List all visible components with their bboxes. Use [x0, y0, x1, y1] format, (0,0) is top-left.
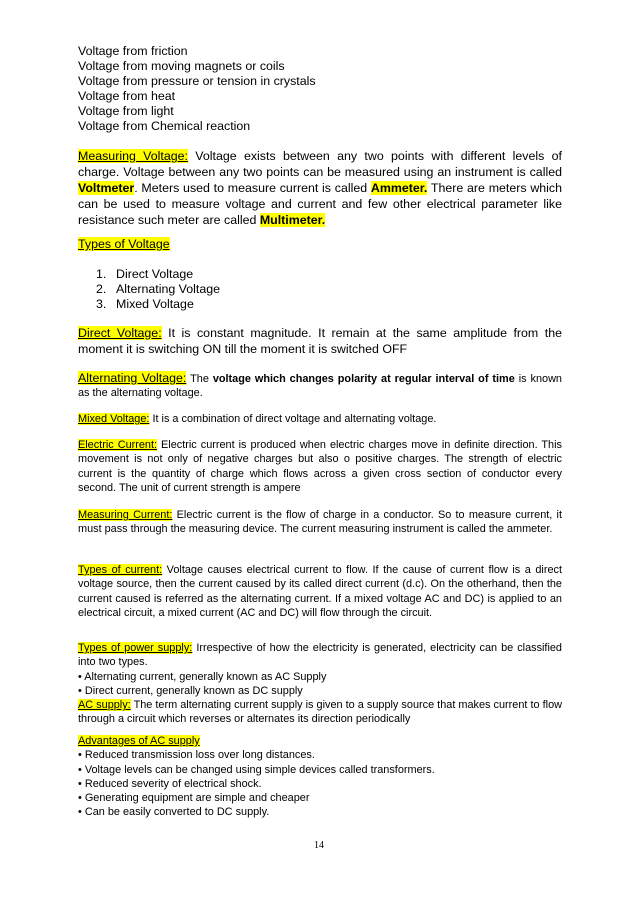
list-item: • Voltage levels can be changed using simple devices called transformers.: [78, 763, 435, 776]
ammeter-term: Ammeter.: [370, 181, 428, 195]
paragraph-text: Voltage causes electrical current to flow. If the cause of current flow is a direct voltage source, then the current caused by its called direct current (d.c). On the otherhand, then the current caused is referred as the alternating current. If a mixed voltage AC and DC) is applied to an electrical circuit, a mixed current (AC and DC) will flow through the circuit.: [78, 564, 562, 619]
list-item: [96, 282, 220, 297]
types-of-current-paragraph: [78, 563, 562, 620]
direct-voltage-paragraph: [78, 325, 562, 357]
list-label: Direct Voltage: [116, 267, 194, 281]
paragraph-text: Electric current is produced when electric charges move in definite direction. This movement is not only of negative charges but also o positive charges. The strength of electric current is the quantity of charge which flows across a given cross section of conductor every second. The unit of current strength is ampere: [78, 439, 562, 494]
electric-current-heading: Electric Current:: [78, 439, 158, 451]
voltage-sources-list: [78, 44, 562, 134]
list-label: Alternating Voltage: [116, 282, 221, 296]
heading-text: Advantages of AC supply: [78, 735, 200, 747]
list-item: Voltage from moving magnets or coils: [78, 59, 285, 73]
advantages-heading: [78, 734, 562, 748]
list-item: • Generating equipment are simple and cheaper: [78, 792, 310, 805]
alternating-voltage-paragraph: [78, 371, 562, 401]
list-item: • Reduced severity of electrical shock.: [78, 777, 262, 790]
paragraph-text: Irrespective of how the electricity is generated, electricity can be classified into two types.: [78, 642, 562, 669]
power-supply-paragraph: [78, 641, 562, 670]
list-item: Voltage from pressure or tension in crystals: [78, 74, 316, 88]
types-of-voltage-list: [96, 267, 220, 312]
advantages-section: [78, 734, 562, 820]
page-number: 14: [314, 840, 324, 851]
ac-supply-paragraph: [78, 698, 562, 727]
paragraph-text: It is a combination of direct voltage and alternating voltage.: [149, 413, 437, 425]
list-item: Voltage from friction: [78, 44, 188, 58]
list-item: Voltage from light: [78, 104, 174, 118]
mixed-voltage-heading: Mixed Voltage:: [78, 413, 150, 425]
list-item: • Reduced transmission loss over long distances.: [78, 749, 315, 762]
list-label: Mixed Voltage: [116, 297, 194, 311]
alternating-voltage-heading: Alternating Voltage:: [78, 371, 187, 385]
paragraph-bold-text: voltage which changes polarity at regular interval of time: [212, 373, 515, 385]
measuring-voltage-heading: Measuring Voltage:: [78, 149, 188, 163]
types-of-power-supply-section: [78, 641, 562, 727]
paragraph-text: The: [186, 373, 213, 385]
list-item: [96, 297, 220, 312]
direct-voltage-heading: Direct Voltage:: [78, 326, 162, 340]
paragraph-text: is known as the alternating voltage.: [78, 373, 562, 400]
list-item: • Can be easily converted to DC supply.: [78, 806, 270, 819]
list-item: • Alternating current, generally known as AC Supply: [78, 670, 327, 683]
paragraph-text: . Meters used to measure current is called: [134, 181, 371, 195]
paragraph-text: The term alternating current supply is given to a supply source that makes current to flow through a circuit which reverses or alternates its direction periodically: [78, 699, 562, 726]
list-number: 2.: [96, 282, 107, 296]
multimeter-term: Multimeter.: [259, 213, 326, 227]
voltmeter-term: Voltmeter: [78, 181, 135, 195]
heading-text: Types of Voltage: [78, 237, 170, 251]
measuring-current-paragraph: [78, 508, 562, 537]
list-number: 1.: [96, 267, 107, 281]
list-item: • Direct current, generally known as DC supply: [78, 684, 303, 697]
power-supply-heading: Types of power supply:: [78, 642, 193, 654]
list-item: Voltage from Chemical reaction: [78, 119, 251, 133]
paragraph-text: Voltage exists between any two points with different levels of charge. Voltage between any two points can be measured using an instrument is called: [78, 149, 563, 179]
types-of-current-heading: Types of current:: [78, 564, 163, 576]
ac-supply-heading: AC supply:: [78, 699, 131, 712]
paragraph-text: It is constant magnitude. It remain at the same amplitude from the moment it is switching ON till the moment it is switched OFF: [78, 326, 562, 356]
types-of-voltage-heading: [78, 237, 170, 251]
list-number: 3.: [96, 297, 107, 311]
paragraph-text: There are meters which can be used to measure voltage and current and few other electrical parameter like resistance such meter are called: [78, 181, 562, 227]
measuring-voltage-paragraph: [78, 148, 562, 228]
mixed-voltage-paragraph: [78, 412, 562, 426]
electric-current-paragraph: [78, 438, 562, 495]
paragraph-text: Electric current is the flow of charge in a conductor. So to measure current, it must pass through the measuring device. The current measuring instrument is called the ammeter.: [78, 509, 563, 536]
list-item: [96, 267, 220, 282]
measuring-current-heading: Measuring Current:: [78, 509, 173, 521]
list-item: Voltage from heat: [78, 89, 176, 103]
